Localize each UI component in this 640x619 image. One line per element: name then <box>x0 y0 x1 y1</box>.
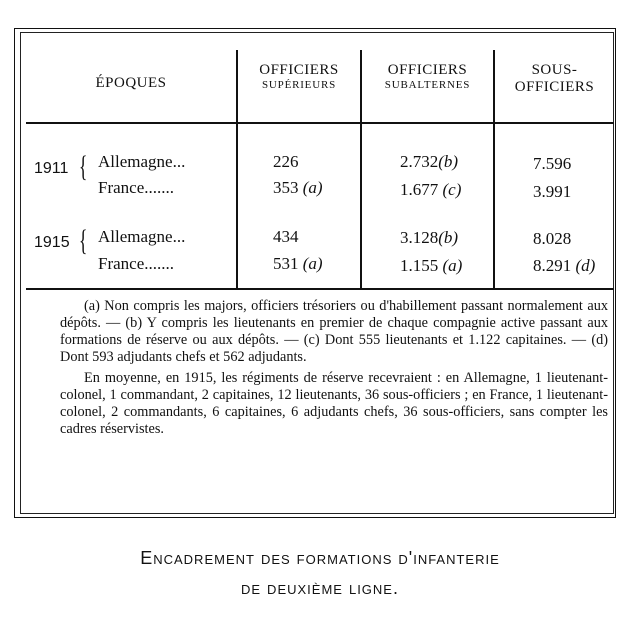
footnote-moyenne: En moyenne, en 1915, les régiments de réserve recevraient : en Allemagne, 1 lieutenant-colonel, 1 commandant, 2 capitaines, 12 lieutenants, 36 sous-officiers ; en France, 1 lieutenant-colonel, 2 commandants, 6 capitaines, 6 adjudants chefs, 36 sous-officiers, sans compter les cadres réservistes. <box>60 370 608 437</box>
row-1915-france-sup <box>273 254 323 274</box>
note-ref: (b) <box>438 152 459 171</box>
value: 1.155 <box>400 256 439 275</box>
row-1911-allemagne-sous <box>533 154 571 174</box>
caption-title: Encadrement des formations d'infanterie <box>140 548 500 568</box>
note-ref: (c) <box>442 180 462 199</box>
value: 8.291 <box>533 256 572 275</box>
footnotes <box>60 298 608 442</box>
row-1915-allemagne-sous <box>533 229 571 249</box>
header-col1-line2: SUPÉRIEURS <box>261 79 337 92</box>
row-1915-france-country: France....... <box>98 254 175 273</box>
table-bottom-rule <box>26 288 614 290</box>
header-epoques-label: ÉPOQUES <box>95 75 167 91</box>
row-1911-allemagne-sup <box>273 152 299 172</box>
value: 3.991 <box>533 182 572 201</box>
note-ref: (a) <box>302 178 323 197</box>
row-1911-france-sous <box>533 182 571 202</box>
header-col2-line2: SUBALTERNES <box>384 79 471 92</box>
header-col3-line1: SOUS- <box>531 62 578 78</box>
value: 434 <box>273 227 299 246</box>
header-col2-line1: OFFICIERS <box>387 62 468 78</box>
brace-1911: { <box>78 150 88 183</box>
year-1915: 1915 <box>34 234 70 251</box>
value: 226 <box>273 152 299 171</box>
value: 1.677 <box>400 180 439 199</box>
row-1911-allemagne-country: Allemagne... <box>98 152 186 171</box>
row-1915-france-sub <box>400 256 462 276</box>
row-1911-allemagne-sub <box>400 152 458 172</box>
header-officiers-superieurs <box>238 62 360 92</box>
value: 7.596 <box>533 154 572 173</box>
header-epoques <box>26 74 236 92</box>
header-officiers-subalternes <box>362 62 493 92</box>
year-1911: 1911 <box>34 160 69 177</box>
note-ref: (d) <box>575 256 596 275</box>
row-1915-allemagne-country: Allemagne... <box>98 227 186 246</box>
row-1911-france-sub <box>400 180 461 200</box>
row-1915-allemagne-sup <box>273 227 299 247</box>
value: 3.128 <box>400 228 439 247</box>
row-1915-allemagne-sub <box>400 228 458 248</box>
header-sous-officiers <box>495 62 614 97</box>
header-bottom-rule <box>26 122 614 124</box>
row-1915-france-sous <box>533 256 595 276</box>
header-col3-line2: OFFICIERS <box>514 79 595 96</box>
value: 531 <box>273 254 299 273</box>
brace-1915: { <box>78 224 88 257</box>
header-col1-line1: OFFICIERS <box>259 62 339 78</box>
value: 353 <box>273 178 299 197</box>
row-1911-france-sup <box>273 178 323 198</box>
caption-line-1 <box>0 548 640 569</box>
note-ref: (a) <box>302 254 323 273</box>
value: 2.732 <box>400 152 439 171</box>
note-ref: (a) <box>442 256 463 275</box>
footnote-abcd: (a) Non compris les majors, officiers trésoriers ou d'habillement passant normalement aux dépôts. — (b) Y compris les lieutenants en premier de chaque compagnie active passant aux formations de réserve ou aux dépôts. — (c) Dont 555 lieutenants et 1.122 capitaines. — (d) Dont 593 adjudants chefs et 562 adjudants. <box>60 298 608 365</box>
value: 8.028 <box>533 229 572 248</box>
caption-subtitle: de deuxième ligne. <box>241 578 399 598</box>
row-1911-france-country: France....... <box>98 178 175 197</box>
note-ref: (b) <box>438 228 459 247</box>
caption-line-2 <box>0 578 640 599</box>
